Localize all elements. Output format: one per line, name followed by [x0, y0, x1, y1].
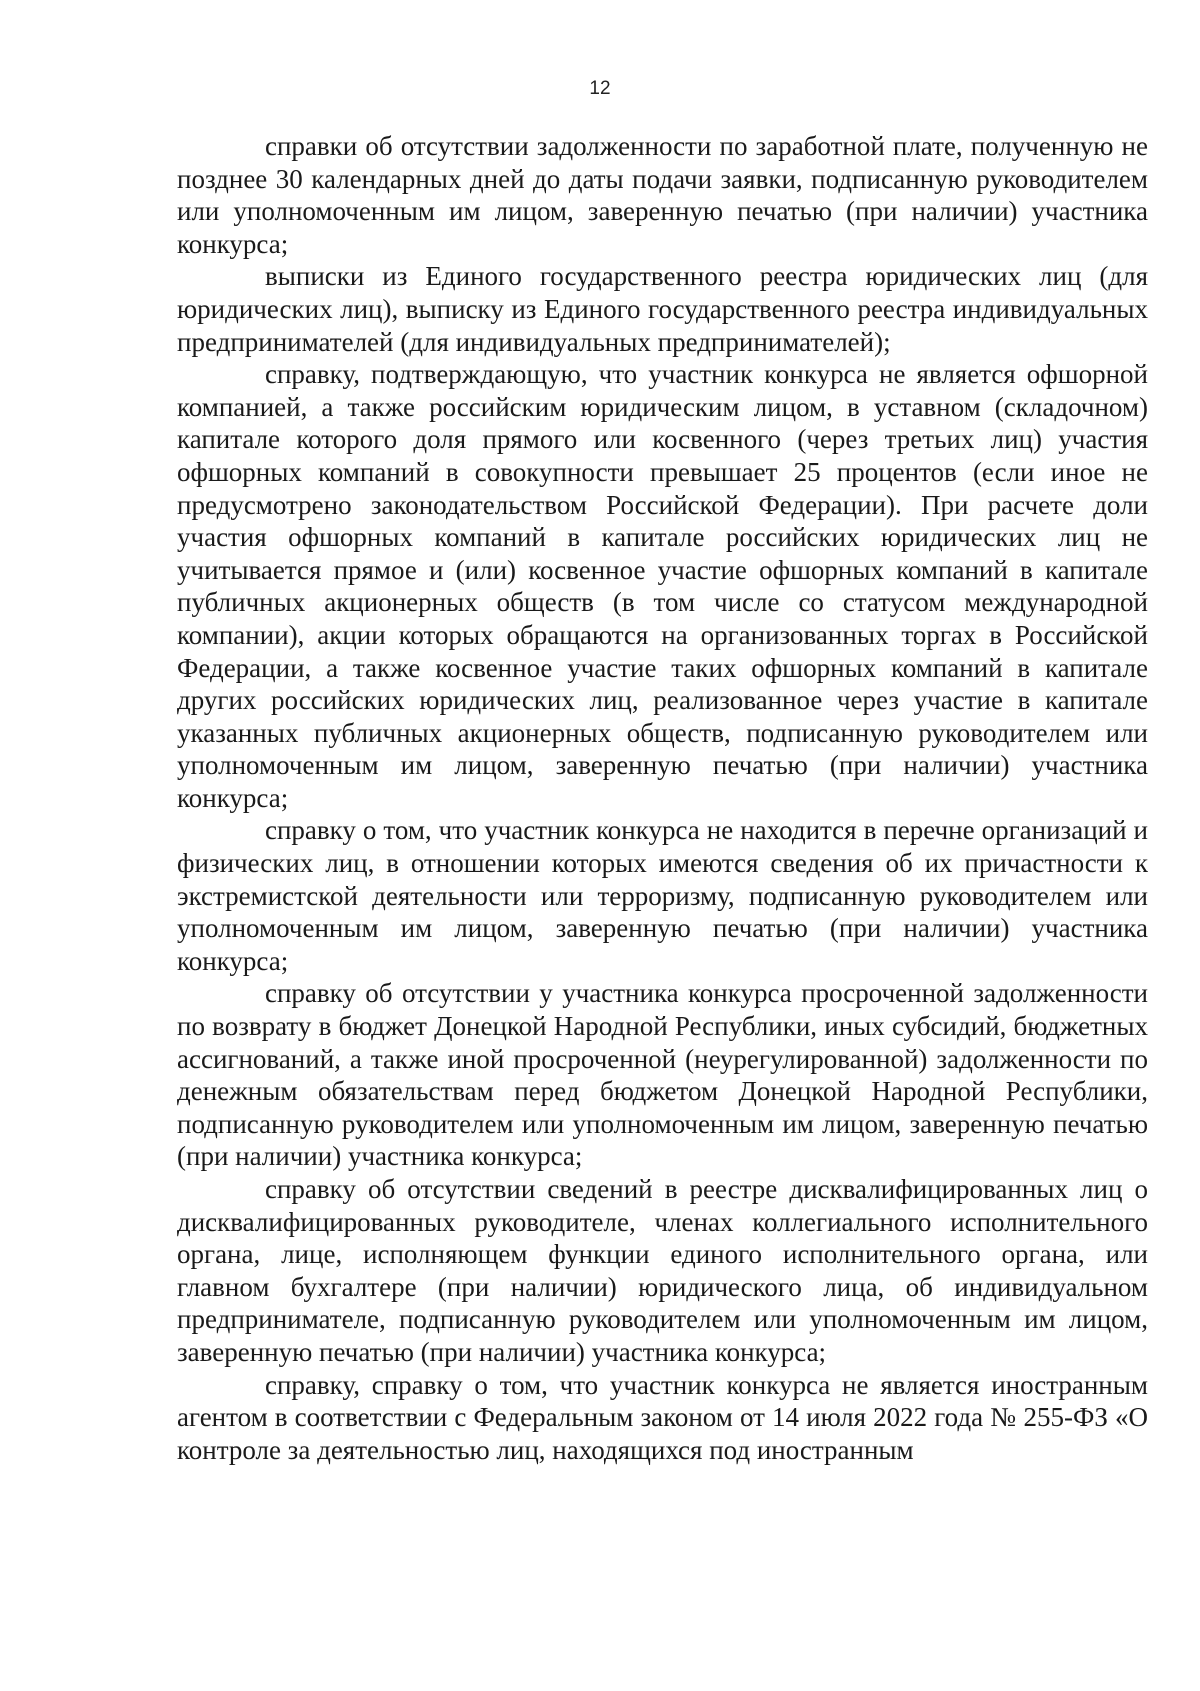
paragraph-budget-debt-certificate: справку об отсутствии у участника конкурса просроченной задолженности по возврату в бюджет Донецкой Народной Республики, иных субсидий, бюджетных ассигнований, а также иной просроченной (неурегулированной) задолженности по денежным обязательствам перед бюджетом Донецкой Народной Республики, подписанную руководителем или уполномоченным им лицом, заверенную печатью (при наличии) участника конкурса; — [177, 978, 1148, 1172]
paragraph-salary-debt-certificate: справки об отсутствии задолженности по заработной плате, полученную не позднее 30 календарных дней до даты подачи заявки, подписанную руководителем или уполномоченным им лицом, заверенную печатью (при наличии) участника конкурса; — [177, 131, 1148, 259]
paragraph-foreign-agent-certificate: справку, справку о том, что участник конкурса не является иностранным агентом в соответствии с Федеральным законом от 14 июля 2022 года № 255-ФЗ «О контроле за деятельностью лиц, находящихся под иностранным — [177, 1369, 1148, 1465]
document-body — [177, 130, 1148, 1466]
paragraph-extremism-certificate: справку о том, что участник конкурса не находится в перечне организаций и физических лиц, в отношении которых имеются сведения об их причастности к экстремистской деятельности или терроризму, подписанную руководителем или уполномоченным им лицом, заверенную печатью (при наличии) участника конкурса; — [177, 815, 1148, 976]
paragraph-disqualified-persons-certificate: справку об отсутствии сведений в реестре дисквалифицированных лиц о дисквалифицированных руководителе, членах коллегиального исполнительного органа, лице, исполняющем функции единого исполнительного органа, или главном бухгалтере (при наличии) юридического лица, об индивидуальном предпринимателе, подписанную руководителем или уполномоченным им лицом, заверенную печатью (при наличии) участника конкурса; — [177, 1174, 1148, 1367]
paragraph-offshore-certificate: справку, подтверждающую, что участник конкурса не является офшорной компанией, а также российским юридическим лицом, в уставном (складочном) капитале которого доля прямого или косвенного (через третьих лиц) участия офшорных компаний в совокупности превышает 25 процентов (если иное не предусмотрено законодательством Российской Федерации). При расчете доли участия офшорных компаний в капитале российских юридических лиц не учитывается прямое и (или) косвенное участие офшорных компаний в капитале публичных акционерных обществ (в том числе со статусом международной компании), акции которых обращаются на организованных торгах в Российской Федерации, а также косвенное участие таких офшорных компаний в капитале других российских юридических лиц, реализованное через участие в капитале указанных публичных акционерных обществ, подписанную руководителем или уполномоченным им лицом, заверенную печатью (при наличии) участника конкурса; — [177, 359, 1148, 813]
page-number: 12 — [589, 78, 611, 99]
paragraph-registry-extracts: выписки из Единого государственного реестра юридических лиц (для юридических лиц), выписку из Единого государственного реестра индивидуальных предпринимателей (для индивидуальных предпринимателей); — [177, 261, 1148, 357]
